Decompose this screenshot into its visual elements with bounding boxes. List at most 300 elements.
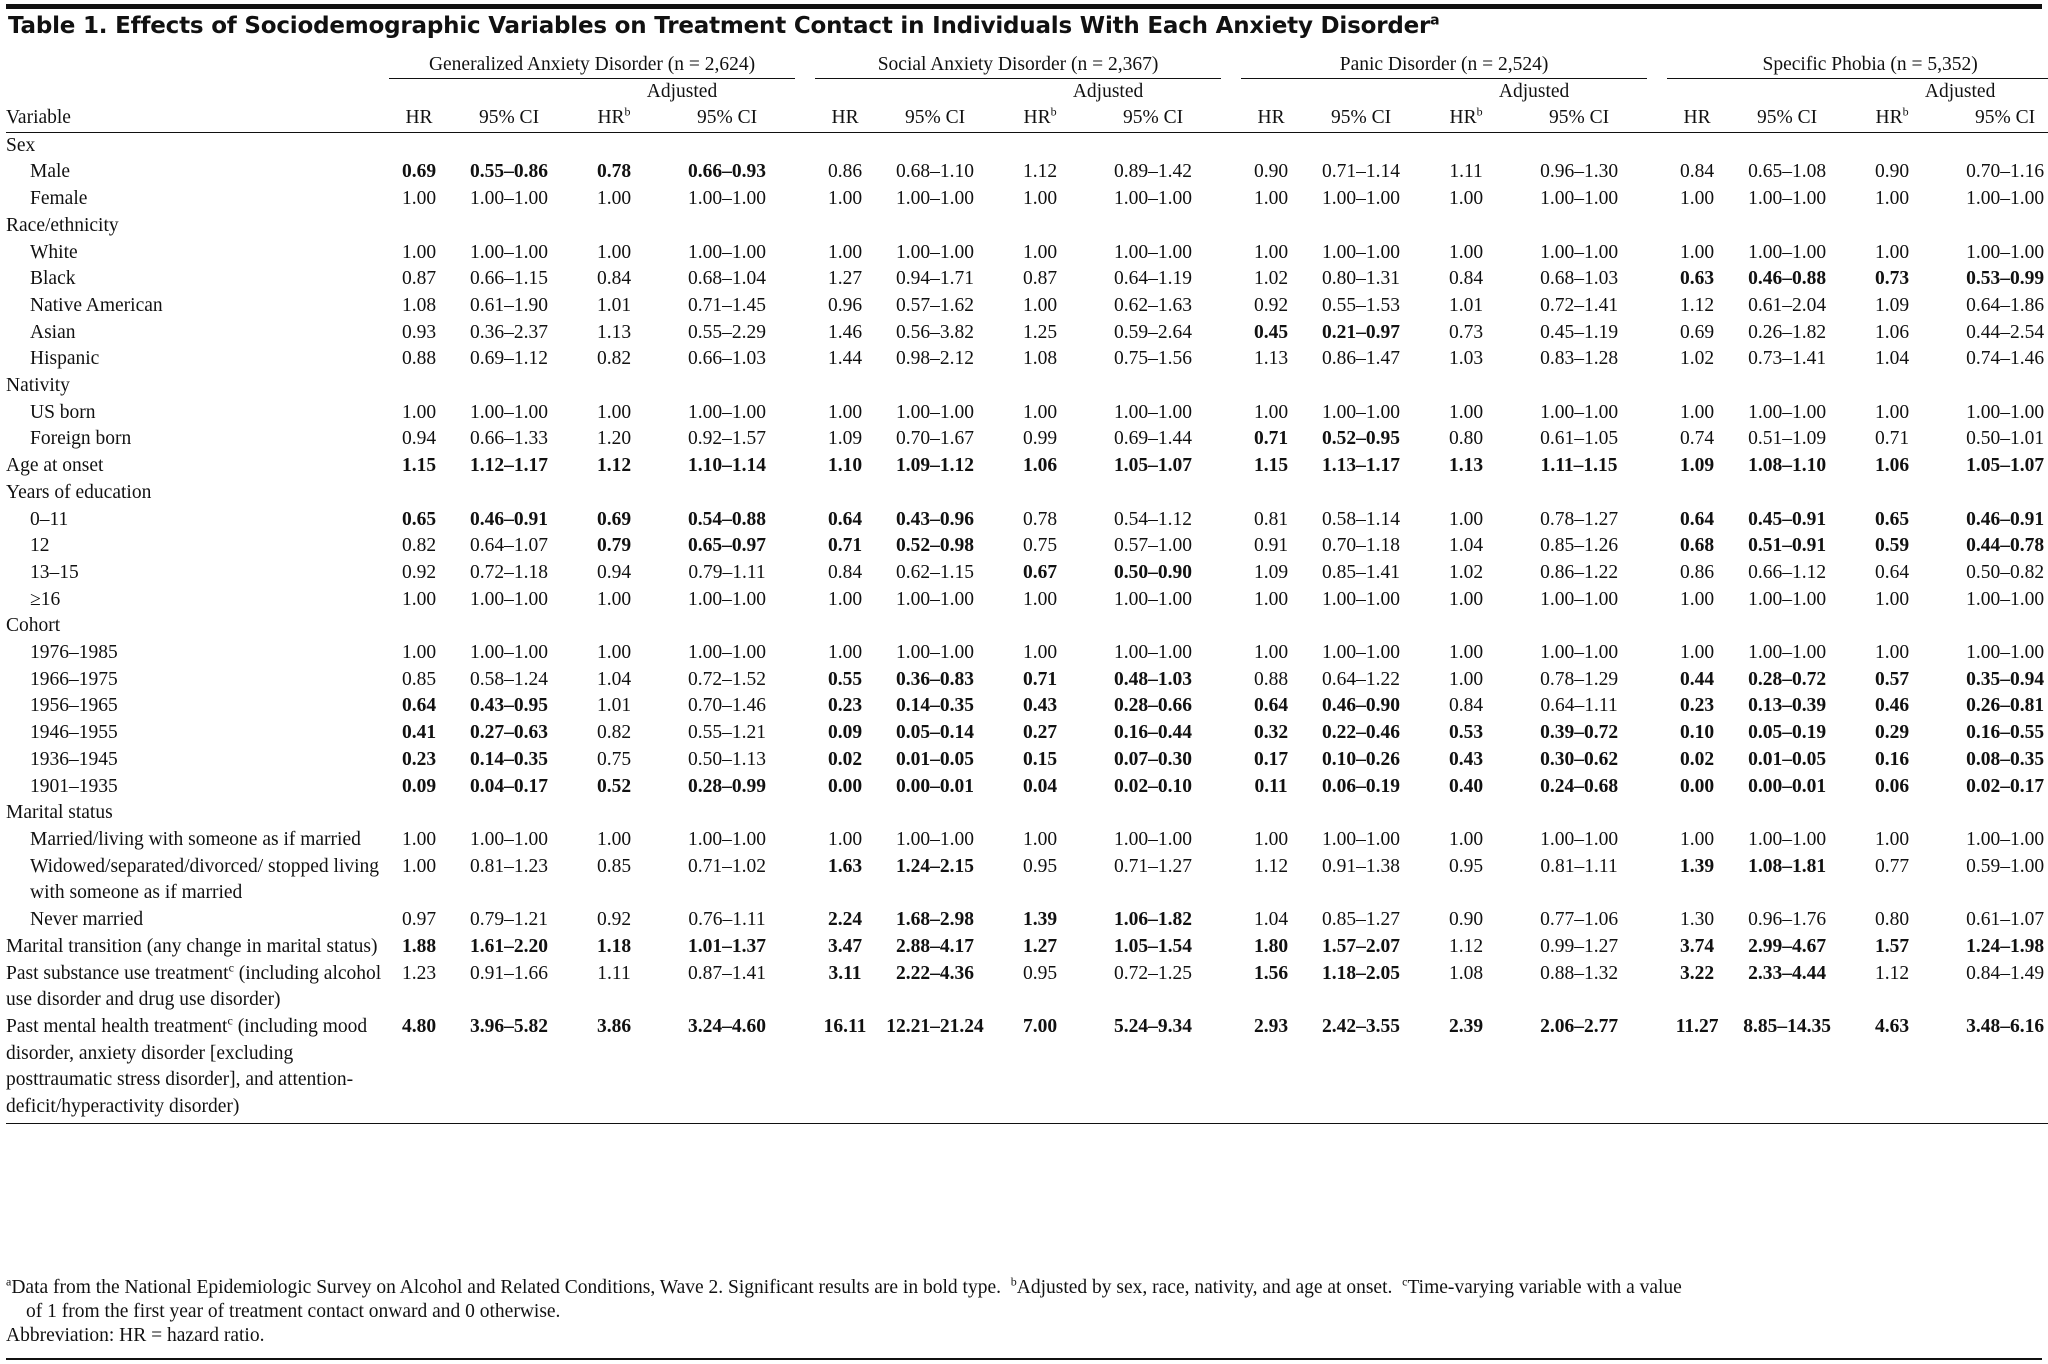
ci-value: 1.00–1.00 bbox=[1322, 588, 1401, 610]
adjusted-hr-value: 0.92 bbox=[596, 909, 632, 931]
hr-value: 4.80 bbox=[389, 1014, 449, 1123]
adjusted-ci-value: 0.59–1.00 bbox=[1966, 855, 2045, 877]
adjusted-hr-column-header-text: HR bbox=[1023, 107, 1051, 128]
variable-label-text: Marital transition (any change in marital status) bbox=[6, 935, 378, 957]
table-title bbox=[8, 13, 1439, 39]
ci-value: 0.65–1.08 bbox=[1748, 161, 1827, 183]
variable-label-text: 1966–1975 bbox=[30, 668, 118, 690]
group-header-phobia: Specific Phobia (n = 5,352) bbox=[1667, 52, 2048, 79]
hr-value: 0.23 bbox=[401, 748, 437, 770]
hr-value: 0.88 bbox=[1253, 668, 1289, 690]
ci-value: 0.05–0.19 bbox=[1748, 722, 1827, 744]
adjusted-hr-value: 1.00 bbox=[596, 588, 632, 610]
ci-value: 0.61–2.04 bbox=[1748, 294, 1827, 316]
table-title-text: Table 1. Effects of Sociodemographic Variables on Treatment Contact in Individuals With Each Anxiety Disorder bbox=[8, 13, 1431, 39]
ci-value: 1.00–1.00 bbox=[896, 241, 975, 263]
adjusted-hr-value: 1.25 bbox=[1022, 321, 1058, 343]
variable-label-text: US born bbox=[30, 401, 96, 423]
hr-value: 3.11 bbox=[828, 962, 862, 984]
adjusted-hr-value: 1.00 bbox=[1022, 188, 1058, 210]
adjusted-hr-value: 1.00 bbox=[1022, 294, 1058, 316]
adjusted-ci-value: 0.79–1.11 bbox=[688, 561, 766, 583]
hr-value: 3.74 bbox=[1680, 935, 1715, 957]
adjusted-hr-value: 1.13 bbox=[596, 321, 632, 343]
adjusted-hr-value: 0.43 bbox=[1022, 695, 1058, 717]
ci-value: 0.51–0.91 bbox=[1748, 535, 1827, 557]
adjusted-hr-column-header bbox=[1847, 105, 1937, 132]
adjusted-hr-value: 0.80 bbox=[1875, 909, 1910, 931]
adjusted-ci-value: 0.61–1.07 bbox=[1966, 909, 2045, 931]
adjusted-ci-value: 0.65–0.97 bbox=[688, 535, 767, 557]
ci-value: 1.00–1.00 bbox=[1748, 642, 1827, 664]
hr-value: 0.23 bbox=[827, 695, 863, 717]
ci-value: 0.85–1.27 bbox=[1322, 909, 1401, 931]
adjusted-ci-value: 0.16–0.44 bbox=[1114, 722, 1193, 744]
adjusted-hr-value: 0.71 bbox=[1875, 428, 1910, 450]
table-row bbox=[6, 346, 2048, 373]
adjusted-ci-value: 1.01–1.37 bbox=[688, 935, 767, 957]
ci-value: 1.00–1.00 bbox=[1322, 401, 1401, 423]
section-label bbox=[6, 373, 389, 400]
hr-value: 0.69 bbox=[401, 161, 437, 183]
hr-value: 0.88 bbox=[401, 348, 437, 370]
hr-value: 0.02 bbox=[1680, 748, 1715, 770]
hr-value: 1.02 bbox=[1253, 268, 1289, 290]
adjusted-hr-value: 1.00 bbox=[596, 828, 632, 850]
results-table bbox=[6, 52, 2048, 1124]
adjusted-hr-value: 1.00 bbox=[1875, 188, 1910, 210]
hr-column-header-text: HR bbox=[1683, 107, 1711, 128]
variable-label bbox=[6, 400, 389, 427]
adjusted-ci-value: 0.66–0.93 bbox=[688, 161, 767, 183]
ci-value: 0.43–0.95 bbox=[470, 695, 548, 717]
variable-label-text: 1976–1985 bbox=[30, 642, 118, 664]
hr-value: 0.92 bbox=[1253, 294, 1289, 316]
adjusted-ci-value: 0.55–1.21 bbox=[688, 722, 767, 744]
hr-value: 1.00 bbox=[827, 241, 863, 263]
table-row bbox=[6, 453, 2048, 480]
adjusted-hr-value: 0.94 bbox=[596, 561, 632, 583]
hr-value: 1.09 bbox=[827, 428, 863, 450]
hr-value: 1.13 bbox=[1253, 348, 1289, 370]
variable-label bbox=[6, 186, 389, 213]
adjusted-ci-value: 0.85–1.26 bbox=[1540, 535, 1619, 557]
adjusted-hr-value: 4.63 bbox=[1847, 1014, 1937, 1123]
adjusted-hr-value: 0.06 bbox=[1875, 775, 1910, 797]
hr-value: 1.00 bbox=[1680, 188, 1715, 210]
hr-column-header-text: HR bbox=[831, 107, 859, 128]
adjusted-ci-value: 1.00–1.00 bbox=[1540, 241, 1619, 263]
hr-value: 0.02 bbox=[827, 748, 863, 770]
section-header-row bbox=[6, 480, 2048, 507]
adjusted-hr-value: 0.85 bbox=[596, 855, 632, 877]
adjusted-ci-value: 0.50–0.82 bbox=[1966, 561, 2045, 583]
hr-value: 0.69 bbox=[1680, 321, 1715, 343]
variable-label bbox=[6, 587, 389, 614]
hr-value: 0.63 bbox=[1680, 268, 1715, 290]
adjusted-ci-value: 1.00–1.00 bbox=[1114, 588, 1193, 610]
adjusted-hr-value: 0.80 bbox=[1448, 428, 1484, 450]
hr-value: 1.00 bbox=[1253, 188, 1289, 210]
adjusted-hr-value: 0.16 bbox=[1875, 748, 1910, 770]
adjusted-hr-value: 0.57 bbox=[1875, 668, 1910, 690]
adjusted-ci-value: 0.75–1.56 bbox=[1114, 348, 1193, 370]
adjusted-hr-value: 0.71 bbox=[1022, 668, 1058, 690]
adjusted-ci-value: 0.30–0.62 bbox=[1540, 748, 1619, 770]
section-label bbox=[6, 613, 389, 640]
adjusted-hr-value: 1.02 bbox=[1448, 561, 1484, 583]
hr-value: 0.71 bbox=[1253, 428, 1289, 450]
hr-value: 1.00 bbox=[1680, 828, 1715, 850]
ci-value: 0.52–0.98 bbox=[896, 535, 975, 557]
hr-value: 1.00 bbox=[827, 828, 863, 850]
hr-value: 0.91 bbox=[1253, 535, 1289, 557]
table-row bbox=[6, 667, 2048, 694]
adjusted-ci-value: 1.00–1.00 bbox=[1114, 241, 1193, 263]
ci-value: 1.00–1.00 bbox=[1322, 642, 1401, 664]
adjusted-ci-value: 0.78–1.29 bbox=[1540, 668, 1619, 690]
adjusted-hr-value: 1.11 bbox=[1449, 161, 1483, 183]
adjusted-footnote-marker: b bbox=[1902, 104, 1909, 119]
hr-value: 1.00 bbox=[827, 588, 863, 610]
adjusted-ci-value: 0.69–1.44 bbox=[1114, 428, 1193, 450]
variable-column-header: Variable bbox=[6, 105, 389, 132]
hr-column-header bbox=[1667, 105, 1727, 132]
table-body bbox=[6, 132, 2048, 1123]
hr-value: 1.44 bbox=[827, 348, 863, 370]
table-row bbox=[6, 827, 2048, 854]
ci-value: 0.66–1.33 bbox=[470, 428, 548, 450]
hr-value: 1.39 bbox=[1680, 855, 1715, 877]
variable-label-text: Marital status bbox=[6, 802, 113, 824]
hr-value: 0.86 bbox=[1680, 561, 1715, 583]
hr-value: 0.85 bbox=[401, 668, 437, 690]
adjusted-ci-column-header-text: 95% CI bbox=[1975, 107, 2036, 128]
adjusted-ci-column-header bbox=[1937, 105, 2048, 132]
adjusted-ci-value: 1.05–1.54 bbox=[1114, 935, 1193, 957]
bottom-rule bbox=[6, 1358, 2042, 1360]
variable-label bbox=[6, 560, 389, 587]
adjusted-ci-value: 0.88–1.32 bbox=[1540, 962, 1619, 984]
hr-value: 1.09 bbox=[1253, 561, 1289, 583]
adjusted-ci-value: 0.96–1.30 bbox=[1540, 161, 1619, 183]
hr-value: 0.82 bbox=[401, 535, 437, 557]
adjusted-hr-column-header-text: HR bbox=[1449, 107, 1477, 128]
adjusted-ci-value: 1.00–1.00 bbox=[688, 642, 767, 664]
adjusted-ci-value: 0.92–1.57 bbox=[688, 428, 767, 450]
adjusted-ci-value: 1.00–1.00 bbox=[1966, 588, 2045, 610]
hr-value: 1.00 bbox=[401, 642, 437, 664]
adjusted-ci-value: 1.00–1.00 bbox=[1540, 401, 1619, 423]
adjusted-hr-value: 1.00 bbox=[596, 188, 632, 210]
table-row bbox=[6, 693, 2048, 720]
ci-column-header-text: 95% CI bbox=[1330, 107, 1392, 128]
variable-label-text: Race/ethnicity bbox=[6, 214, 119, 236]
adjusted-hr-value: 0.90 bbox=[1875, 161, 1910, 183]
group-header-sad: Social Anxiety Disorder (n = 2,367) bbox=[815, 52, 1221, 79]
ci-column-header bbox=[449, 105, 569, 132]
adjusted-ci-value: 0.50–1.13 bbox=[688, 748, 767, 770]
adjusted-hr-value: 0.82 bbox=[596, 722, 632, 744]
footnote-c-marker: c bbox=[1402, 1274, 1408, 1289]
adjusted-hr-value: 1.00 bbox=[1022, 401, 1058, 423]
adjusted-ci-value: 1.10–1.14 bbox=[688, 455, 767, 477]
adjusted-hr-value: 0.59 bbox=[1875, 535, 1910, 557]
adjusted-hr-value: 1.09 bbox=[1875, 294, 1910, 316]
adjusted-footnote-marker: b bbox=[1476, 104, 1483, 119]
adjusted-ci-value: 1.00–1.00 bbox=[1966, 642, 2045, 664]
ci-value: 0.45–0.91 bbox=[1748, 508, 1827, 530]
hr-value: 3.47 bbox=[827, 935, 863, 957]
adjusted-ci-value: 0.87–1.41 bbox=[688, 962, 767, 984]
adjusted-hr-value: 1.20 bbox=[596, 428, 632, 450]
table-row bbox=[6, 934, 2048, 961]
adjusted-hr-value: 1.00 bbox=[1875, 241, 1910, 263]
adjusted-hr-value: 1.04 bbox=[1875, 348, 1910, 370]
variable-label-text: Widowed/separated/divorced/ stopped living with someone as if married bbox=[30, 855, 380, 904]
ci-value: 0.79–1.21 bbox=[470, 909, 548, 931]
variable-label bbox=[6, 159, 389, 186]
ci-value: 0.85–1.41 bbox=[1322, 561, 1401, 583]
hr-value: 0.64 bbox=[401, 695, 437, 717]
adjusted-hr-value: 0.65 bbox=[1875, 508, 1910, 530]
ci-value: 1.00–1.00 bbox=[1748, 401, 1827, 423]
adjusted-ci-value: 3.24–4.60 bbox=[659, 1014, 795, 1123]
hr-value: 0.86 bbox=[827, 161, 863, 183]
table-row bbox=[6, 400, 2048, 427]
ci-value: 0.57–1.62 bbox=[896, 294, 975, 316]
adjusted-hr-value: 0.95 bbox=[1448, 855, 1484, 877]
table-row bbox=[6, 293, 2048, 320]
ci-value: 0.61–1.90 bbox=[470, 294, 548, 316]
adjusted-ci-value: 1.00–1.00 bbox=[1114, 401, 1193, 423]
adjusted-hr-value: 0.82 bbox=[596, 348, 632, 370]
hr-value: 11.27 bbox=[1667, 1014, 1727, 1123]
section-label bbox=[6, 480, 389, 507]
ci-value: 1.08–1.10 bbox=[1748, 455, 1827, 477]
variable-label bbox=[6, 320, 389, 347]
ci-value: 0.68–1.10 bbox=[896, 161, 975, 183]
adjusted-hr-value: 0.73 bbox=[1875, 268, 1910, 290]
ci-value: 12.21–21.24 bbox=[875, 1014, 995, 1123]
adjusted-hr-value: 1.18 bbox=[596, 935, 632, 957]
variable-label bbox=[6, 346, 389, 373]
adjusted-ci-value: 1.00–1.00 bbox=[1540, 588, 1619, 610]
ci-value: 1.08–1.81 bbox=[1748, 855, 1827, 877]
adjusted-ci-value: 1.00–1.00 bbox=[688, 828, 767, 850]
adjusted-ci-value: 0.35–0.94 bbox=[1966, 668, 2045, 690]
ci-column-header-text: 95% CI bbox=[904, 107, 966, 128]
adjusted-hr-value: 0.75 bbox=[596, 748, 632, 770]
adjusted-ci-value: 0.99–1.27 bbox=[1540, 935, 1619, 957]
table-row bbox=[6, 560, 2048, 587]
adjusted-ci-value: 1.00–1.00 bbox=[688, 241, 767, 263]
footnote-line-2: of 1 from the first year of treatment contact onward and 0 otherwise. bbox=[26, 1301, 561, 1322]
ci-value: 0.52–0.95 bbox=[1322, 428, 1401, 450]
adjusted-hr-value: 1.00 bbox=[1022, 241, 1058, 263]
ci-value: 1.00–1.00 bbox=[470, 642, 548, 664]
adjusted-ci-value: 1.24–1.98 bbox=[1966, 935, 2045, 957]
adjusted-hr-value: 1.12 bbox=[1448, 935, 1484, 957]
adjusted-ci-value: 0.83–1.28 bbox=[1540, 348, 1619, 370]
ci-value: 0.51–1.09 bbox=[1748, 428, 1827, 450]
ci-value: 1.13–1.17 bbox=[1322, 455, 1401, 477]
ci-column-header-text: 95% CI bbox=[1757, 107, 1818, 128]
adjusted-ci-value: 0.54–1.12 bbox=[1114, 508, 1193, 530]
adjusted-hr-value: 0.77 bbox=[1875, 855, 1910, 877]
adjusted-label: Adjusted bbox=[646, 81, 718, 102]
table-row bbox=[6, 961, 2048, 1014]
adjusted-hr-value: 1.08 bbox=[1022, 348, 1058, 370]
adjusted-ci-value: 1.00–1.00 bbox=[1540, 188, 1619, 210]
variable-label-text: 1936–1945 bbox=[30, 748, 118, 770]
adjusted-ci-value: 0.61–1.05 bbox=[1540, 428, 1619, 450]
adjusted-hr-value: 0.84 bbox=[1448, 268, 1484, 290]
hr-column-header bbox=[815, 105, 875, 132]
adjusted-ci-value: 0.46–0.91 bbox=[1966, 508, 2045, 530]
ci-value: 1.09–1.12 bbox=[896, 455, 975, 477]
table-row bbox=[6, 774, 2048, 801]
variable-label bbox=[6, 533, 389, 560]
hr-value: 1.12 bbox=[1680, 294, 1715, 316]
adjusted-hr-value: 0.40 bbox=[1448, 775, 1484, 797]
adjusted-hr-value: 1.13 bbox=[1448, 455, 1484, 477]
adjusted-ci-value: 2.06–2.77 bbox=[1511, 1014, 1647, 1123]
adjusted-ci-value: 0.84–1.49 bbox=[1966, 962, 2045, 984]
adjusted-hr-value: 0.04 bbox=[1022, 775, 1058, 797]
hr-value: 1.04 bbox=[1253, 909, 1289, 931]
table-row bbox=[6, 640, 2048, 667]
adjusted-hr-value: 1.06 bbox=[1022, 455, 1058, 477]
ci-value: 1.61–2.20 bbox=[470, 935, 548, 957]
adjusted-hr-value: 1.00 bbox=[1875, 401, 1910, 423]
hr-value: 2.93 bbox=[1241, 1014, 1301, 1123]
footnote-c: Time-varying variable with a value bbox=[1407, 1277, 1682, 1298]
ci-value: 0.91–1.38 bbox=[1322, 855, 1401, 877]
ci-value: 1.00–1.00 bbox=[470, 401, 548, 423]
ci-value: 1.68–2.98 bbox=[896, 909, 975, 931]
adjusted-hr-value: 1.06 bbox=[1875, 321, 1910, 343]
adjusted-ci-value: 0.48–1.03 bbox=[1114, 668, 1193, 690]
adjusted-hr-column-header bbox=[995, 105, 1085, 132]
ci-value: 0.26–1.82 bbox=[1748, 321, 1827, 343]
ci-value: 2.99–4.67 bbox=[1748, 935, 1827, 957]
adjusted-hr-value: 7.00 bbox=[995, 1014, 1085, 1123]
variable-label bbox=[6, 854, 389, 907]
ci-value: 2.42–3.55 bbox=[1301, 1014, 1421, 1123]
ci-column-header-text: 95% CI bbox=[478, 107, 540, 128]
ci-value: 0.36–2.37 bbox=[470, 321, 548, 343]
adjusted-ci-value: 0.55–2.29 bbox=[688, 321, 767, 343]
hr-value: 0.11 bbox=[1254, 775, 1288, 797]
adjusted-ci-value: 1.00–1.00 bbox=[1966, 188, 2045, 210]
adjusted-hr-value: 3.86 bbox=[569, 1014, 659, 1123]
ci-value: 0.14–0.35 bbox=[470, 748, 548, 770]
adjusted-hr-column-header bbox=[569, 105, 659, 132]
adjusted-hr-value: 0.64 bbox=[1875, 561, 1910, 583]
adjusted-ci-value: 0.26–0.81 bbox=[1966, 695, 2045, 717]
ci-value: 0.69–1.12 bbox=[470, 348, 548, 370]
footnote-line-1 bbox=[6, 1276, 2042, 1300]
variable-label-text: 1901–1935 bbox=[30, 775, 118, 797]
adjusted-ci-value: 0.81–1.11 bbox=[1540, 855, 1618, 877]
ci-value: 1.12–1.17 bbox=[470, 455, 548, 477]
adjusted-hr-value: 1.01 bbox=[1448, 294, 1484, 316]
adjusted-hr-value: 0.46 bbox=[1875, 695, 1910, 717]
ci-value: 0.94–1.71 bbox=[896, 268, 975, 290]
variable-label-text: Sex bbox=[6, 134, 36, 156]
adjusted-ci-value: 0.76–1.11 bbox=[688, 909, 766, 931]
hr-column-header bbox=[389, 105, 449, 132]
adjusted-ci-column-header bbox=[1511, 105, 1647, 132]
adjusted-ci-value: 0.78–1.27 bbox=[1540, 508, 1619, 530]
variable-label-text: Never married bbox=[30, 909, 144, 931]
hr-value: 1.00 bbox=[1680, 642, 1715, 664]
section-header-row bbox=[6, 213, 2048, 240]
ci-value: 0.98–2.12 bbox=[896, 348, 975, 370]
hr-value: 0.94 bbox=[401, 428, 437, 450]
adjusted-ci-value: 0.72–1.52 bbox=[688, 668, 767, 690]
hr-value: 0.45 bbox=[1253, 321, 1289, 343]
adjusted-ci-value: 0.68–1.03 bbox=[1540, 268, 1619, 290]
adjusted-hr-value: 1.12 bbox=[596, 455, 632, 477]
ci-value: 0.70–1.67 bbox=[896, 428, 975, 450]
ci-value: 1.00–1.00 bbox=[896, 828, 975, 850]
ci-value: 1.00–1.00 bbox=[1748, 828, 1827, 850]
adjusted-hr-value: 0.79 bbox=[596, 535, 632, 557]
hr-value: 3.22 bbox=[1680, 962, 1715, 984]
table-row bbox=[6, 426, 2048, 453]
hr-value: 1.00 bbox=[401, 855, 437, 877]
ci-value: 1.00–1.00 bbox=[1322, 241, 1401, 263]
hr-value: 1.12 bbox=[1253, 855, 1289, 877]
table-row bbox=[6, 587, 2048, 614]
hr-value: 1.00 bbox=[1253, 642, 1289, 664]
adjusted-hr-value: 1.11 bbox=[597, 962, 631, 984]
variable-label bbox=[6, 266, 389, 293]
adjusted-hr-value: 1.00 bbox=[1448, 508, 1484, 530]
hr-value: 0.65 bbox=[401, 508, 437, 530]
hr-column-header bbox=[1241, 105, 1301, 132]
adjusted-footnote-marker: b bbox=[624, 104, 631, 119]
adjusted-hr-value: 1.00 bbox=[1875, 588, 1910, 610]
adjusted-ci-value: 0.72–1.25 bbox=[1114, 962, 1193, 984]
hr-value: 0.00 bbox=[827, 775, 863, 797]
adjusted-footnote-marker: b bbox=[1050, 104, 1057, 119]
adjusted-hr-value: 1.00 bbox=[1448, 642, 1484, 664]
label-footnote-marker: c bbox=[228, 960, 234, 974]
ci-value: 1.00–1.00 bbox=[1748, 241, 1827, 263]
hr-value: 0.71 bbox=[827, 535, 863, 557]
adjusted-ci-value: 0.86–1.22 bbox=[1540, 561, 1619, 583]
variable-label-text: ≥16 bbox=[30, 588, 61, 610]
adjusted-hr-value: 1.00 bbox=[1448, 588, 1484, 610]
hr-value: 1.00 bbox=[1253, 828, 1289, 850]
hr-value: 1.00 bbox=[401, 828, 437, 850]
hr-value: 1.00 bbox=[1253, 588, 1289, 610]
section-label bbox=[6, 213, 389, 240]
adjusted-ci-value: 5.24–9.34 bbox=[1085, 1014, 1221, 1123]
variable-label-text: 1956–1965 bbox=[30, 695, 118, 717]
group-header-gad: Generalized Anxiety Disorder (n = 2,624) bbox=[389, 52, 795, 79]
adjusted-ci-value: 0.39–0.72 bbox=[1540, 722, 1619, 744]
adjusted-ci-column-header-text: 95% CI bbox=[1549, 107, 1610, 128]
hr-value: 0.23 bbox=[1680, 695, 1715, 717]
ci-value: 1.00–1.00 bbox=[896, 188, 975, 210]
adjusted-ci-value: 1.06–1.82 bbox=[1114, 909, 1193, 931]
variable-label bbox=[6, 1014, 389, 1123]
variable-label bbox=[6, 827, 389, 854]
